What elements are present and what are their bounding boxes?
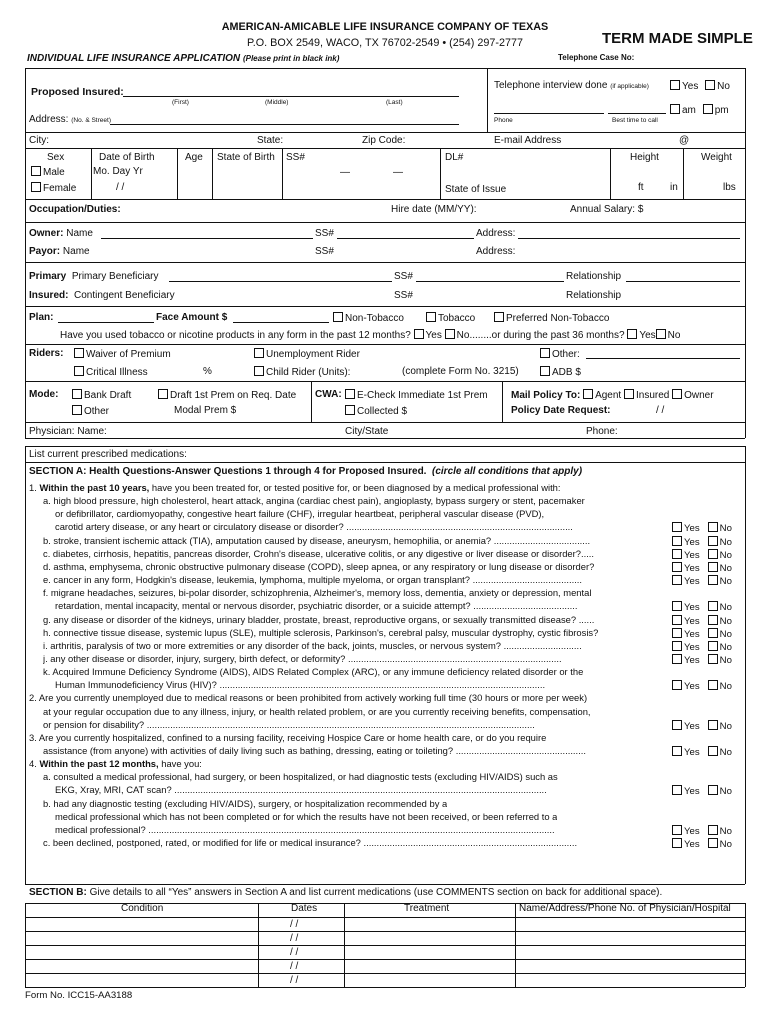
question-text: have you been treated for, or tested positive for, or been diagnosed by a medical professional with: [149,483,561,493]
checkbox-icon[interactable] [708,654,718,664]
no-label: No [719,839,732,851]
question-line: h. connective tissue disease, systemic lupus (SLE), multiple sclerosis, Parkinson's, cerebral palsy, muscular dystrophy, cystic fibrosis? [43,627,599,638]
checkbox-icon[interactable] [656,329,666,339]
riders-label: Riders: [29,348,64,359]
yes-no-answer[interactable] [672,575,732,587]
checkbox-icon[interactable] [703,104,713,114]
date-cell[interactable]: / / [290,975,299,986]
primary-beneficiary-row: Primary Primary Beneficiary [29,271,159,282]
question-emphasis: Within the past 10 years, [39,483,150,493]
policy-date-label: Policy Date Request: [511,405,611,416]
first-name-caption: (First) [172,99,189,106]
yes-label: Yes [684,681,700,693]
male-option[interactable]: Male [31,166,65,179]
question-line: assistance (from anyone) with activities of daily living such as bathing, dressing, eating or toileting? .................................................. [43,746,586,756]
checkbox-icon[interactable] [708,601,718,611]
am-pm-options[interactable]: am pm [670,104,729,117]
product-name: TERM MADE SIMPLE [602,30,753,47]
yes-label: Yes [684,523,700,535]
payor-address-label: Address: [476,246,516,257]
company-name: AMERICAN-AMICABLE LIFE INSURANCE COMPANY OF TEXAS [221,21,549,33]
section-a-title: SECTION A: Health Questions-Answer Questions 1 through 4 for Proposed Insured. (circle all conditions that apply) [29,466,583,477]
checkbox-icon[interactable] [670,80,680,90]
yes-no-answer[interactable] [672,720,732,732]
question-line: c. been declined, postponed, rated, or modified for life or medical insurance? .................................................................................. [43,838,578,849]
checkbox-icon[interactable] [72,405,82,415]
checkbox-icon[interactable] [705,80,715,90]
checkbox-icon[interactable] [445,329,455,339]
checkbox-icon[interactable] [672,615,682,625]
physician-phone-label: Phone: [586,426,618,437]
question-line: a. high blood pressure, high cholesterol, heart attack, angina (cardiac chest pain), angioplasty, bypass surgery or stent, pacemaker [43,496,585,507]
dob-format: Mo. Day Yr [93,166,143,177]
checkbox-icon[interactable] [72,389,82,399]
yes-no-answer[interactable] [672,825,732,837]
checkbox-icon[interactable] [672,562,682,572]
checkbox-icon[interactable] [672,720,682,730]
telephone-case-label: Telephone Case No: [558,53,635,62]
application-title: INDIVIDUAL LIFE INSURANCE APPLICATION (Please print in black ink) [27,53,340,64]
contingent-ss-label: SS# [394,290,413,301]
yes-no-answer[interactable] [672,628,732,640]
no-label: No [719,720,732,732]
height-label: Height [630,152,659,163]
echeck-option[interactable]: E-Check Immediate 1st Prem [345,389,488,402]
ss-label: SS# [286,152,305,163]
checkbox-icon[interactable] [708,680,718,690]
yes-label: Yes [684,576,700,588]
question-line [29,759,202,770]
dates-header: Dates [291,903,318,914]
question-line: k. Acquired Immune Deficiency Syndrome (AIDS), AIDS Related Complex (ARC), or any immune deficiency related disorder or the [43,667,584,678]
age-label: Age [185,152,203,163]
yes-no-answer[interactable] [672,522,732,534]
yes-no-answer[interactable] [672,641,732,653]
checkbox-icon[interactable] [254,348,264,358]
yes-label: Yes [684,641,700,653]
yes-label: Yes [684,536,700,548]
unemployment-option[interactable]: Unemployment Rider [254,348,360,361]
email-at: @ [679,135,690,146]
section-b-title: SECTION B: Give details to all “Yes” answers in Section A and list current medications (use COMMENTS section on back for additional space). [29,887,663,898]
checkbox-icon[interactable] [31,166,41,176]
checkbox-icon[interactable] [74,366,84,376]
checkbox-icon[interactable] [708,838,718,848]
sex-label: Sex [47,152,65,163]
checkbox-icon[interactable] [708,575,718,585]
checkbox-icon[interactable] [672,389,682,399]
checkbox-icon[interactable] [672,628,682,638]
yes-label: Yes [684,628,700,640]
question-line: 2. Are you currently unemployed due to medical reasons or been prohibited from actively working full time (30 hours or more per week) [29,693,588,704]
no-label: No [719,536,732,548]
city-label: City: [29,135,49,146]
child-rider-option[interactable]: Child Rider (Units): [254,366,350,379]
physician-hospital-header: Name/Address/Phone No. of Physician/Hospital [519,903,731,914]
checkbox-icon[interactable] [708,562,718,572]
checkbox-icon[interactable] [708,785,718,795]
checkbox-icon[interactable] [672,522,682,532]
critical-illness-option[interactable]: Critical Illness [74,366,148,379]
modal-premium-label: Modal Prem $ [174,405,237,416]
yes-no-answer[interactable] [672,615,732,627]
face-amount-label: Face Amount $ [156,312,228,323]
checkbox-icon[interactable] [672,838,682,848]
checkbox-icon[interactable] [672,641,682,651]
payor-row: Payor: Name [29,246,90,257]
other-mode-option[interactable]: Other [72,405,109,418]
yes-no-answer[interactable] [672,785,732,797]
no-label: No [719,641,732,653]
proposed-insured-field[interactable] [123,96,459,97]
inch-unit: in [670,182,678,193]
checkbox-icon[interactable] [708,522,718,532]
question-line: 3. Are you currently hospitalized, confined to a nursing facility, receiving Hospice Care or home health care, or do you require [29,732,547,743]
question-line [29,483,561,494]
zip-label: Zip Code: [362,135,406,146]
tobacco-option[interactable]: Tobacco [426,312,475,325]
no-label: No [719,562,732,574]
checkbox-icon[interactable] [708,549,718,559]
treatment-header: Treatment [404,903,450,914]
question-line: medical professional? ............................................................................................................................................................ [55,824,555,835]
dl-label: DL# [445,152,464,163]
collected-option[interactable]: Collected $ [345,405,407,418]
tobacco-question: Have you used tobacco or nicotine products in any form in the past 12 months? Yes No........or during the past 36 months? Yes No [60,330,681,341]
phone-caption: Phone [494,117,513,124]
critical-percent: % [203,366,212,377]
yes-label: Yes [684,549,700,561]
question-line: at your regular occupation due to any illness, injury, or health related problem, or are you currently receiving benefits, compensation, [43,706,591,717]
last-name-caption: (Last) [386,99,403,106]
checkbox-icon[interactable] [494,312,504,322]
checkbox-icon[interactable] [540,366,550,376]
question-number: 1. [29,483,40,493]
checkbox-icon[interactable] [708,825,718,835]
salary-label: Annual Salary: $ [570,204,644,215]
question-line: medical professional which has not been completed or for which the results have not been received, or been referred to a [55,811,558,822]
ss-dash: — [393,167,403,178]
feet-unit: ft [638,182,644,193]
adb-option[interactable]: ADB $ [540,366,581,379]
checkbox-icon[interactable] [426,312,436,322]
question-text: have you: [158,759,202,770]
yes-label: Yes [684,839,700,851]
yes-no-answer[interactable] [672,654,732,666]
yes-no-answer[interactable] [672,680,732,692]
question-line: f. migrane headaches, seizures, bi-polar disorder, schizophrenia, Alzheimer's, memory loss, dementia, anxiety or depression, mental [43,588,592,599]
checkbox-icon[interactable] [74,348,84,358]
address-label: Address: (No. & Street) [29,114,111,125]
state-of-issue-label: State of Issue [445,184,507,195]
checkbox-icon[interactable] [708,536,718,546]
checkbox-icon[interactable] [627,329,637,339]
checkbox-icon[interactable] [672,825,682,835]
interview-yes-no[interactable]: Yes No [670,80,730,93]
checkbox-icon[interactable] [672,785,682,795]
preferred-option[interactable]: Preferred Non-Tobacco [494,312,609,325]
checkbox-icon[interactable] [583,389,593,399]
weight-label: Weight [701,152,732,163]
question-line: g. any disease or disorder of the kidneys, urinary bladder, prostate, breast, reproductive organs, or sexually transmitted disease? ...... [43,614,595,625]
yes-no-answer[interactable] [672,746,732,758]
condition-header: Condition [121,903,164,914]
owner-address-label: Address: [476,228,516,239]
checkbox-icon[interactable] [672,536,682,546]
yes-label: Yes [684,615,700,627]
beneficiary-relationship-label: Relationship [566,271,622,282]
question-line: i. arthritis, paralysis of two or more extremities or any disorder of the back, joints, muscles, or nervous system? .............................. [43,640,582,651]
no-label: No [719,654,732,666]
other-rider-option[interactable]: Other: [540,348,580,361]
best-time-caption: Best time to call [612,117,658,124]
question-line: e. cancer in any form, Hodgkin's disease, leukemia, lymphoma, multiple myeloma, or organ transplant? .......................................... [43,575,582,586]
plan-label: Plan: [29,312,54,323]
no-label: No [719,523,732,535]
form-number: Form No. ICC15-AA3188 [25,990,133,1001]
owner-row: Owner: Name [29,228,93,239]
contingent-relationship-label: Relationship [566,290,622,301]
yes-label: Yes [684,720,700,732]
question-line: b. stroke, transient ischemic attack (TIA), amputation caused by disease, aneurysm, hemophilia, or anemia? ..................................... [43,535,591,546]
question-line: retardation, mental incapacity, mental or nervous disorder, psychiatric disorder, or a suicide attempt? ........................................ [55,601,578,612]
hire-date-label: Hire date (MM/YY): [391,204,477,215]
question-line: d. asthma, emphysema, chronic obstructive pulmonary disease (COPD), sleep apnea, or any respiratory or lung disease or disorder? [43,561,595,572]
mode-label: Mode: [29,389,59,400]
yes-no-answer[interactable] [672,536,732,548]
no-label: No [719,681,732,693]
checkbox-icon[interactable] [708,641,718,651]
payor-ss-label: SS# [315,246,334,257]
address-field[interactable] [110,124,459,125]
dob-field[interactable]: / / [116,182,125,193]
contingent-beneficiary-row: Insured: Contingent Beneficiary [29,290,175,301]
no-label: No [719,615,732,627]
yes-label: Yes [684,562,700,574]
owner-ss-label: SS# [315,228,334,239]
checkbox-icon[interactable] [708,746,718,756]
question-line: or pension for disability? ..................................................................................................................................................... [43,719,535,730]
no-label: No [719,602,732,614]
yes-no-answer[interactable] [672,601,732,613]
non-tobacco-option[interactable]: Non-Tobacco [333,312,404,325]
telephone-interview-label: Telephone interview done (if applicable) [494,80,649,91]
checkbox-icon[interactable] [254,366,264,376]
yes-label: Yes [684,654,700,666]
checkbox-icon[interactable] [345,389,355,399]
checkbox-icon[interactable] [672,601,682,611]
occupation-label: Occupation/Duties: [29,204,121,215]
date-cell[interactable]: / / [290,961,299,972]
weight-unit: lbs [723,182,736,193]
checkbox-icon[interactable] [708,720,718,730]
yes-label: Yes [684,825,700,837]
checkbox-icon[interactable] [708,628,718,638]
checkbox-icon[interactable] [672,654,682,664]
ss-dash: — [340,167,350,178]
medications-label: List current prescribed medications: [29,449,187,460]
no-label: No [719,747,732,758]
physician-city-label: City/State [345,426,389,437]
proposed-insured-label: Proposed Insured: [31,86,124,98]
physician-name-label: Physician: Name: [29,426,107,437]
checkbox-icon[interactable] [31,182,41,192]
email-label: E-mail Address [494,135,562,146]
checkbox-icon[interactable] [333,312,343,322]
cwa-label: CWA: [315,389,342,400]
question-line: EKG, Xray, MRI, CAT scan? ............................................................................................................................................... [55,785,547,796]
checkbox-icon[interactable] [672,575,682,585]
dob-label: Date of Birth [99,152,155,163]
beneficiary-ss-label: SS# [394,271,413,282]
draft-first-option[interactable]: Draft 1st Prem on Req. Date [158,389,296,402]
question-emphasis: Within the past 12 months, [39,759,159,770]
waiver-option[interactable]: Waiver of Premium [74,348,171,361]
checkbox-icon[interactable] [624,389,634,399]
yes-no-answer[interactable] [672,838,732,850]
no-label: No [719,549,732,561]
middle-name-caption: (Middle) [265,99,289,106]
checkbox-icon[interactable] [345,405,355,415]
company-address: P.O. BOX 2549, WACO, TX 76702-2549 • (254) 297-2777 [246,37,524,49]
checkbox-icon[interactable] [158,389,168,399]
question-line: c. diabetes, cirrhosis, hepatitis, pancreas disorder, Crohn's disease, ulcerative colitis, or any digestive or liver disease or disorder?..... [43,548,595,559]
no-label: No [719,628,732,640]
question-line: b. had any diagnostic testing (excluding HIV/AIDS), surgery, or hospitalization recommended by a [43,798,448,809]
yes-label: Yes [684,747,700,758]
bank-draft-option[interactable]: Bank Draft [72,389,131,402]
state-label: State: [257,135,284,146]
checkbox-icon[interactable] [672,549,682,559]
yes-no-answer[interactable] [672,562,732,574]
question-line: a. consulted a medical professional, had surgery, or been hospitalized, or had diagnostic tests (excluding HIV/AIDS) such as [43,772,558,783]
question-line: Human Immunodeficiency Virus (HIV)? ............................................................................................................................. [55,680,546,691]
question-number: 4. [29,759,40,770]
checkbox-icon[interactable] [672,746,682,756]
question-line: j. any other disease or disorder, injury, surgery, birth defect, or deformity? .................................................................................. [43,653,562,664]
yes-no-answer[interactable] [672,549,732,561]
policy-date-field[interactable]: / / [656,405,665,416]
female-option[interactable]: Female [31,182,76,195]
checkbox-icon[interactable] [670,104,680,114]
yes-label: Yes [684,602,700,614]
no-label: No [719,786,732,798]
checkbox-icon[interactable] [540,348,550,358]
state-of-birth-label: State of Birth [217,152,275,163]
question-line: or defibrillator, cardiomyopathy, congestive heart failure (CHF), irregular heartbeat, peripheral vascular disease (PVD), [55,509,545,520]
date-cell[interactable]: / / [290,919,299,930]
mail-policy-row: Mail Policy To: Agent Insured Owner [511,390,714,401]
checkbox-icon[interactable] [414,329,424,339]
question-line: carotid artery disease, or any heart or circulatory disease or disorder? ....................................................................................... [55,522,573,533]
yes-label: Yes [684,786,700,798]
no-label: No [719,825,732,837]
checkbox-icon[interactable] [708,615,718,625]
date-cell[interactable]: / / [290,933,299,944]
checkbox-icon[interactable] [672,680,682,690]
no-label: No [719,576,732,588]
child-rider-note: (complete Form No. 3215) [402,366,519,377]
date-cell[interactable]: / / [290,947,299,958]
